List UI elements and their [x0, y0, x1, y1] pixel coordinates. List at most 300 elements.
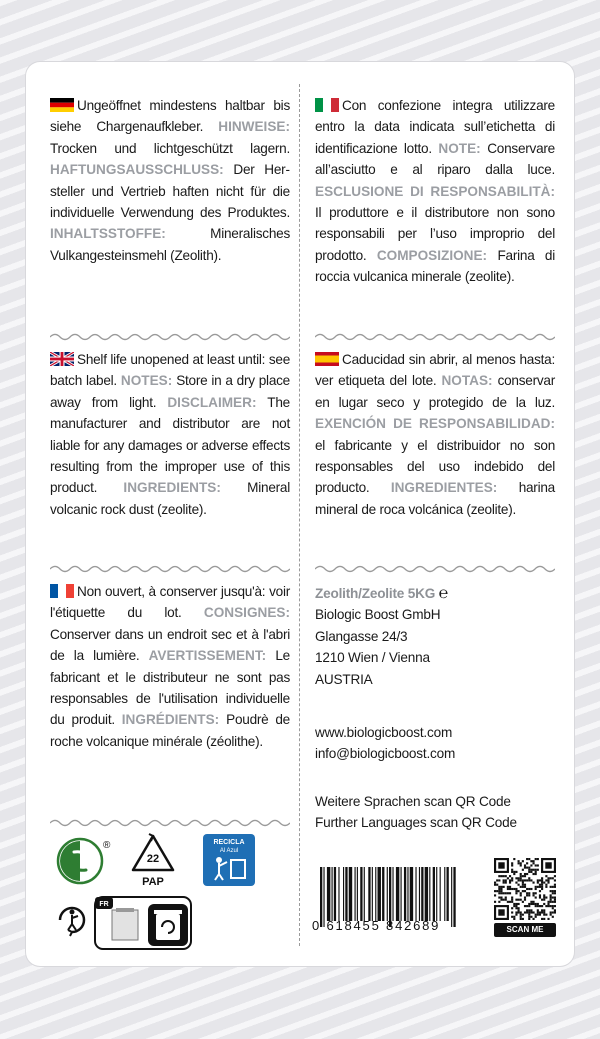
qr-module	[500, 875, 502, 877]
qr-module	[494, 884, 496, 886]
wave-divider	[50, 332, 290, 342]
qr-module	[522, 884, 524, 886]
qr-module	[520, 899, 522, 901]
qr-module	[535, 858, 537, 860]
qr-module	[552, 905, 554, 907]
qr-module	[524, 886, 526, 888]
qr-module	[528, 905, 530, 907]
qr-module	[554, 901, 556, 903]
section-german-text	[50, 98, 290, 263]
qr-module	[545, 879, 547, 881]
qr-module	[550, 905, 552, 907]
qr-module	[547, 877, 549, 879]
recicla-icon	[203, 834, 255, 886]
qr-module	[511, 901, 513, 903]
company-country: AUSTRIA	[315, 671, 373, 687]
qr-module	[518, 860, 520, 862]
scan-me-label: SCAN ME	[494, 923, 556, 937]
qr-module	[498, 886, 500, 888]
qr-module	[513, 905, 515, 907]
qr-module	[543, 899, 545, 901]
qr-module	[535, 903, 537, 905]
qr-module	[505, 892, 507, 894]
qr-module	[537, 914, 539, 916]
company-street: Glangasse 24/3	[315, 628, 408, 644]
qr-module	[530, 901, 532, 903]
qr-module	[526, 894, 528, 896]
qr-module	[524, 899, 526, 901]
qr-module	[537, 864, 539, 866]
qr-module	[515, 903, 517, 905]
keyword-label: INGRÉDIENTS:	[121, 712, 220, 728]
qr-module	[552, 886, 554, 888]
qr-module	[509, 875, 511, 877]
barcode-number: 0 618455 842689	[312, 918, 441, 933]
section-spanish-text	[315, 352, 555, 517]
qr-module	[539, 911, 541, 913]
wave-divider	[50, 818, 290, 828]
product-name: Zeolith/Zeolite 5KG	[315, 586, 436, 601]
qr-module	[524, 879, 526, 881]
qr-module	[503, 899, 505, 901]
qr-module	[554, 892, 556, 894]
body-text: Caducidad sin abrir, al menos hasta: ver etiqueta del lote.	[315, 352, 555, 389]
body-text: Trocken und lichtgeschützt lagern.	[50, 140, 290, 156]
qr-module	[520, 875, 522, 877]
product-name-line	[315, 583, 448, 604]
barcode-bar	[357, 867, 358, 921]
barcode-bar	[404, 867, 406, 921]
qr-module	[554, 899, 556, 901]
qr-module	[494, 901, 496, 903]
qr-module	[537, 911, 539, 913]
body-text: Farina di roccia vulcanica minerale (zeolite).	[315, 247, 555, 285]
qr-module	[526, 911, 528, 913]
barcode-bar	[429, 867, 430, 921]
body-text: Ungeöffnet mindestens haltbar bis siehe Chargenaufkleber.	[50, 98, 290, 135]
qr-module	[511, 864, 513, 866]
company-name: Biologic Boost GmbH	[315, 607, 441, 623]
qr-module	[554, 879, 556, 881]
body-text: Poudrè de roche volcanique minérale (zéolithe).	[50, 712, 290, 749]
qr-module	[500, 896, 502, 898]
qr-module	[552, 892, 554, 894]
qr-module	[543, 918, 545, 920]
section-english	[50, 349, 290, 520]
qr-module	[541, 905, 543, 907]
qr-module	[530, 903, 532, 905]
qr-module	[503, 892, 505, 894]
qr-module	[541, 882, 543, 884]
qr-module	[498, 888, 500, 890]
qr-module	[537, 903, 539, 905]
body-text: Der Hersteller und Vertrieb haften nicht für die individuelle Verwendung des Produktes.	[50, 162, 290, 221]
qr-module	[537, 909, 539, 911]
qr-module	[520, 911, 522, 913]
section-italian-text	[315, 98, 555, 284]
qr-module	[530, 916, 532, 918]
qr-module	[515, 905, 517, 907]
qr-module	[547, 901, 549, 903]
body-text: harina mineral de roca volcánica (zeolite).	[315, 480, 555, 517]
qr-module	[518, 862, 520, 864]
qr-module	[530, 888, 532, 890]
barcode-bar	[440, 867, 441, 921]
qr-module	[520, 916, 522, 918]
qr-module	[524, 905, 526, 907]
qr-module	[511, 907, 513, 909]
qr-module	[539, 914, 541, 916]
qr-module	[518, 909, 520, 911]
france-flag-icon	[50, 584, 74, 598]
qr-module	[509, 879, 511, 881]
qr-module	[530, 879, 532, 881]
qr-module	[505, 896, 507, 898]
qr-module	[509, 882, 511, 884]
qr-module	[509, 901, 511, 903]
qr-module	[520, 877, 522, 879]
body-text: Conserver dans un endroit sec et à l'abri de la lumière.	[50, 626, 290, 664]
body-text: Mineral volcanic rock dust (zeolite).	[50, 480, 290, 517]
recicla-line1: RECICLA	[213, 839, 245, 846]
qr-module	[547, 918, 549, 920]
qr-code[interactable]	[494, 858, 556, 920]
qr-module	[515, 914, 517, 916]
qr-module	[503, 879, 505, 881]
qr-module	[511, 899, 513, 901]
qr-module	[507, 877, 509, 879]
qr-module	[552, 916, 554, 918]
qr-module	[528, 914, 530, 916]
qr-module	[535, 869, 537, 871]
barcode-bar	[338, 867, 339, 921]
qr-module	[552, 911, 554, 913]
barcode-bar	[444, 867, 445, 921]
qr-module	[505, 875, 507, 877]
qr-module	[537, 882, 539, 884]
qr-module	[496, 890, 498, 892]
qr-module	[539, 905, 541, 907]
fr-sorting-info-icon	[94, 896, 192, 950]
qr-module	[515, 892, 517, 894]
qr-module	[528, 858, 530, 860]
qr-module	[552, 877, 554, 879]
qr-module	[528, 903, 530, 905]
qr-module	[537, 858, 539, 860]
qr-module	[522, 914, 524, 916]
qr-module	[522, 901, 524, 903]
qr-module	[541, 888, 543, 890]
qr-module	[543, 896, 545, 898]
keyword-label: AVERTISSEMENT:	[148, 648, 267, 664]
qr-module	[518, 884, 520, 886]
keyword-label: EXENCIÓN DE RESPONSABILIDAD:	[315, 416, 555, 432]
qr-module	[528, 909, 530, 911]
qr-module	[541, 909, 543, 911]
body-text: Mineralisches Vulkangesteinsmehl (Zeolith).	[50, 226, 290, 263]
qr-module	[522, 918, 524, 920]
qr-module	[520, 894, 522, 896]
qr-module	[509, 888, 511, 890]
barcode-bar	[410, 867, 413, 921]
barcode-bar	[378, 867, 381, 921]
keyword-label: COMPOSIZIONE:	[376, 247, 488, 263]
qr-module	[550, 911, 552, 913]
qr-module	[524, 896, 526, 898]
qr-module	[498, 901, 500, 903]
qr-module	[505, 879, 507, 881]
qr-module	[520, 914, 522, 916]
body-text: Non ouvert, à conserver jusqu'à: voir l'étiquette du lot.	[50, 584, 290, 621]
qr-module	[500, 892, 502, 894]
barcode-bar	[332, 867, 333, 921]
qr-module	[500, 890, 502, 892]
qr-module	[526, 879, 528, 881]
qr-module	[496, 879, 498, 881]
qr-module	[511, 869, 513, 871]
qr-module	[539, 890, 541, 892]
qr-module	[532, 860, 534, 862]
keyword-label: INGREDIENTS:	[123, 480, 221, 496]
qr-module	[526, 909, 528, 911]
qr-module	[513, 903, 515, 905]
qr-module	[524, 864, 526, 866]
qr-module	[541, 918, 543, 920]
keyword-label: INHALTSSTOFFE:	[50, 226, 166, 242]
barcode-bar	[447, 867, 449, 921]
qr-module	[528, 892, 530, 894]
qr-module	[535, 888, 537, 890]
qr-note-line1: Weitere Sprachen scan QR Code	[315, 794, 511, 809]
qr-module	[535, 864, 537, 866]
barcode-bar	[349, 867, 352, 921]
qr-module	[528, 879, 530, 881]
barcode-bar	[360, 867, 362, 921]
qr-module	[503, 886, 505, 888]
body-text: Store in a dry place away from light.	[50, 373, 290, 410]
qr-module	[498, 890, 500, 892]
qr-module	[541, 886, 543, 888]
qr-module	[528, 869, 530, 871]
qr-module	[537, 869, 539, 871]
wave-divider	[50, 564, 290, 574]
qr-module	[554, 890, 556, 892]
qr-module	[513, 873, 515, 875]
pap-label: PAP	[142, 876, 164, 888]
section-spanish	[315, 349, 555, 520]
qr-module	[530, 869, 532, 871]
qr-module	[547, 903, 549, 905]
qr-module	[515, 907, 517, 909]
barcode-bar	[401, 867, 402, 921]
qr-module	[511, 911, 513, 913]
qr-module	[498, 896, 500, 898]
section-french	[50, 581, 290, 752]
qr-module	[554, 909, 556, 911]
qr-module	[552, 907, 554, 909]
barcode-bar	[327, 867, 330, 921]
qr-module	[496, 884, 498, 886]
qr-module	[532, 911, 534, 913]
qr-module	[526, 888, 528, 890]
qr-module	[532, 882, 534, 884]
qr-finder	[498, 862, 504, 868]
qr-module	[532, 862, 534, 864]
barcode-bar	[392, 867, 393, 921]
qr-module	[552, 901, 554, 903]
company-website[interactable]: www.biologicboost.com	[315, 725, 453, 740]
qr-module	[554, 896, 556, 898]
estimated-sign-icon: ℮	[438, 585, 449, 602]
qr-module	[554, 911, 556, 913]
qr-module	[526, 892, 528, 894]
qr-module	[509, 886, 511, 888]
uk-flag-icon	[50, 352, 74, 366]
qr-module	[520, 886, 522, 888]
qr-module	[515, 890, 517, 892]
qr-module	[528, 877, 530, 879]
qr-module	[524, 875, 526, 877]
qr-module	[522, 882, 524, 884]
barcode-bar	[436, 867, 437, 921]
qr-module	[515, 882, 517, 884]
barcode-bar	[345, 867, 347, 921]
qr-module	[518, 911, 520, 913]
qr-module	[518, 890, 520, 892]
contact-info	[315, 722, 455, 765]
qr-module	[511, 916, 513, 918]
qr-module	[532, 873, 534, 875]
barcode-bar	[375, 867, 376, 921]
keyword-label: INGREDIENTES:	[390, 480, 498, 496]
qr-module	[530, 909, 532, 911]
qr-module	[550, 896, 552, 898]
qr-module	[524, 911, 526, 913]
body-text: conservar en lugar seco y protegido de la luz.	[315, 373, 556, 410]
qr-module	[547, 905, 549, 907]
qr-module	[545, 914, 547, 916]
barcode-bar	[415, 867, 416, 921]
qr-module	[528, 871, 530, 873]
qr-module	[541, 899, 543, 901]
qr-module	[547, 882, 549, 884]
qr-module	[522, 869, 524, 871]
qr-module	[500, 899, 502, 901]
qr-module	[511, 879, 513, 881]
qr-note-line2: Further Languages scan QR Code	[315, 815, 517, 831]
keyword-label: HINWEISE:	[218, 119, 290, 135]
qr-module	[535, 871, 537, 873]
qr-module	[545, 905, 547, 907]
keyword-label: NOTE:	[438, 140, 481, 156]
qr-module	[518, 907, 520, 909]
green-dot-icon	[56, 836, 114, 886]
qr-module	[535, 873, 537, 875]
triman-icon	[52, 900, 92, 940]
qr-module	[528, 918, 530, 920]
qr-module	[498, 875, 500, 877]
qr-module	[526, 858, 528, 860]
triman-fr-label: FR	[99, 901, 109, 908]
qr-module	[530, 911, 532, 913]
qr-module	[543, 911, 545, 913]
company-email[interactable]: info@biologicboost.com	[315, 746, 456, 762]
qr-module	[535, 896, 537, 898]
barcode-bar	[433, 867, 435, 921]
qr-module	[539, 879, 541, 881]
qr-module	[550, 886, 552, 888]
qr-module	[505, 899, 507, 901]
qr-module	[498, 892, 500, 894]
barcode-bar	[382, 867, 384, 921]
barcode-bar	[387, 867, 388, 921]
qr-module	[522, 890, 524, 892]
wave-divider	[315, 564, 555, 574]
body-text: Con confezione integra utilizzare entro la data indicata sull’etichetta di identificazione lotto.	[315, 98, 555, 156]
qr-module	[532, 869, 534, 871]
qr-module	[550, 899, 552, 901]
keyword-label: NOTAS:	[441, 373, 493, 389]
qr-module	[515, 911, 517, 913]
qr-module	[526, 867, 528, 869]
qr-module	[518, 899, 520, 901]
germany-flag-icon	[50, 98, 74, 112]
qr-module	[543, 909, 545, 911]
qr-module	[554, 905, 556, 907]
qr-module	[543, 882, 545, 884]
qr-module	[503, 882, 505, 884]
qr-module	[515, 899, 517, 901]
qr-module	[530, 860, 532, 862]
product-info	[315, 583, 448, 690]
qr-module	[522, 879, 524, 881]
keyword-label: ESCLUSIONE DI RESPONSABILITÀ:	[315, 183, 555, 199]
qr-module	[528, 916, 530, 918]
section-italian	[315, 95, 555, 288]
spain-flag-icon	[315, 352, 339, 366]
barcode-bar	[407, 867, 408, 921]
qr-module	[515, 877, 517, 879]
qr-module	[524, 890, 526, 892]
barcode-bar	[425, 867, 428, 921]
qr-module	[545, 896, 547, 898]
qr-module	[550, 894, 552, 896]
barcode-bar	[396, 867, 399, 921]
registered-mark: ®	[103, 840, 111, 851]
barcode-bar	[343, 867, 344, 921]
wave-divider	[315, 332, 555, 342]
qr-module	[541, 911, 543, 913]
qr-module	[532, 894, 534, 896]
qr-module	[513, 871, 515, 873]
qr-module	[530, 864, 532, 866]
qr-module	[507, 888, 509, 890]
italy-flag-icon	[315, 98, 339, 112]
qr-module	[528, 894, 530, 896]
qr-module	[543, 914, 545, 916]
qr-module	[550, 890, 552, 892]
qr-module	[530, 871, 532, 873]
qr-module	[494, 894, 496, 896]
barcode-bar	[334, 867, 336, 921]
qr-module	[518, 877, 520, 879]
qr-module	[526, 862, 528, 864]
qr-module	[552, 890, 554, 892]
qr-module	[541, 879, 543, 881]
qr-module	[528, 911, 530, 913]
qr-module	[511, 862, 513, 864]
qr-module	[515, 888, 517, 890]
